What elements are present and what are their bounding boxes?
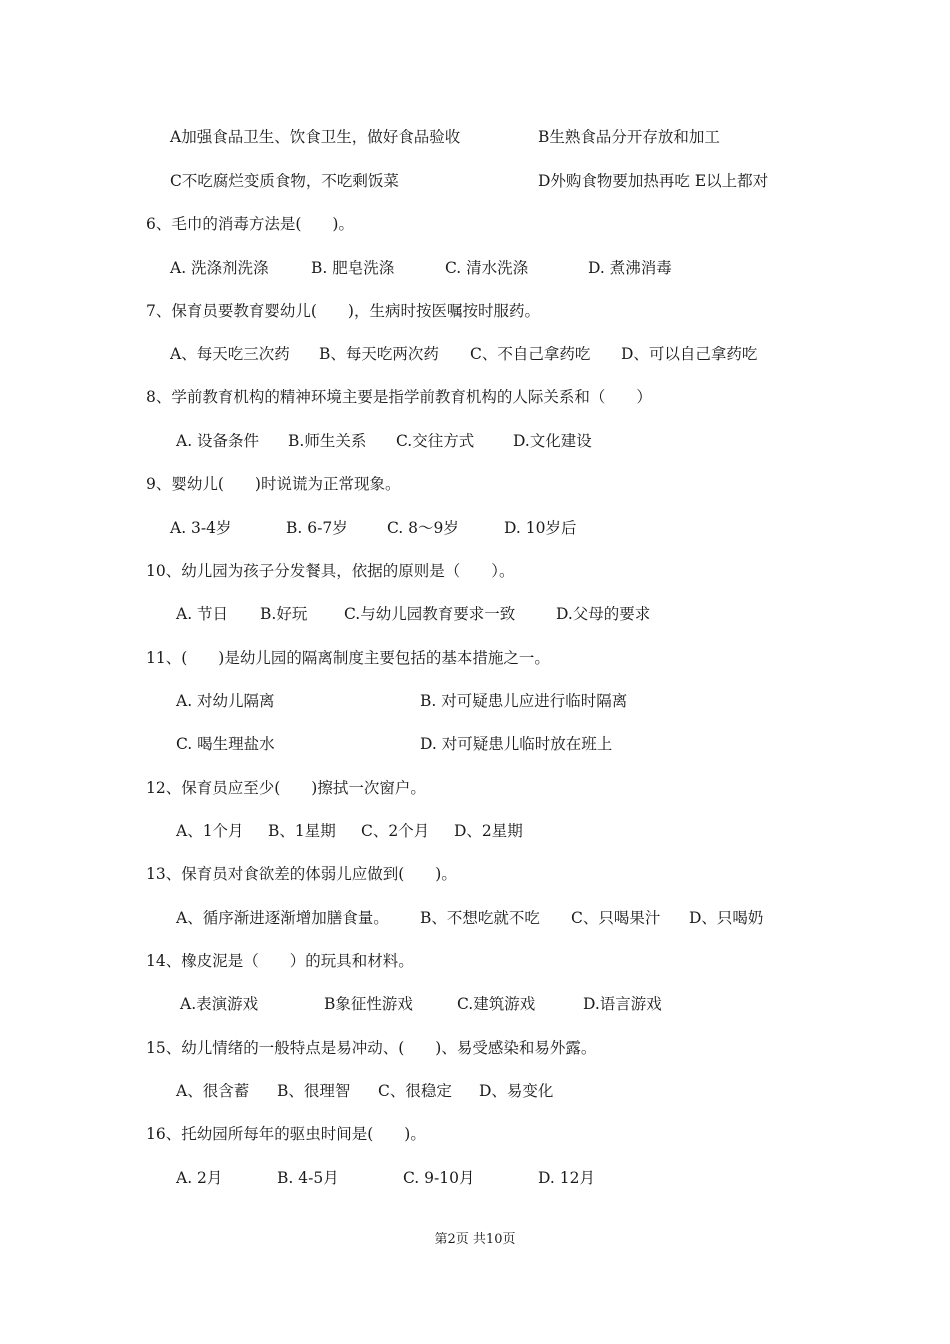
q5-option-de: D外购食物要加热再吃 E以上都对 bbox=[538, 172, 769, 190]
q16-option-a: A. 2月 bbox=[176, 1169, 223, 1187]
q10-option-d: D.父母的要求 bbox=[556, 605, 651, 623]
q14-option-c: C.建筑游戏 bbox=[457, 995, 536, 1013]
q12-stem: 12、保育员应至少( )擦拭一次窗户。 bbox=[146, 779, 426, 797]
q14-option-a: A.表演游戏 bbox=[180, 995, 259, 1013]
q6-option-c: C. 清水洗涤 bbox=[445, 259, 529, 277]
q13-option-b: B、不想吃就不吃 bbox=[420, 909, 540, 927]
q15-option-b: B、很理智 bbox=[277, 1082, 351, 1100]
q16-option-d: D. 12月 bbox=[538, 1169, 595, 1187]
q11-option-b: B. 对可疑患儿应进行临时隔离 bbox=[420, 692, 628, 710]
q11-option-a: A. 对幼儿隔离 bbox=[176, 692, 275, 710]
q9-stem: 9、婴幼儿( )时说谎为正常现象。 bbox=[146, 475, 401, 493]
q5-option-a: A加强食品卫生、饮食卫生，做好食品验收 bbox=[170, 128, 461, 146]
q14-option-d: D.语言游戏 bbox=[583, 995, 662, 1013]
q13-stem: 13、保育员对食欲差的体弱儿应做到( )。 bbox=[146, 865, 457, 883]
q10-stem: 10、幼儿园为孩子分发餐具，依据的原则是（ ）。 bbox=[146, 562, 515, 580]
q7-option-d: D、可以自己拿药吃 bbox=[621, 345, 758, 363]
q11-option-d: D. 对可疑患儿临时放在班上 bbox=[420, 735, 613, 753]
q11-option-c: C. 喝生理盐水 bbox=[176, 735, 275, 753]
q9-option-a: A. 3-4岁 bbox=[170, 519, 232, 537]
q8-option-b: B.师生关系 bbox=[288, 432, 367, 450]
q16-option-c: C. 9-10月 bbox=[403, 1169, 475, 1187]
q12-option-a: A、1个月 bbox=[176, 822, 244, 840]
q15-stem: 15、幼儿情绪的一般特点是易冲动、( )、易受感染和易外露。 bbox=[146, 1039, 597, 1057]
q7-option-b: B、每天吃两次药 bbox=[319, 345, 439, 363]
q8-stem: 8、学前教育机构的精神环境主要是指学前教育机构的人际关系和（ ） bbox=[146, 388, 652, 406]
q14-option-b: B象征性游戏 bbox=[324, 995, 413, 1013]
q11-stem: 11、( )是幼儿园的隔离制度主要包括的基本措施之一。 bbox=[146, 649, 550, 667]
q12-option-c: C、2个月 bbox=[361, 822, 430, 840]
q6-stem: 6、毛巾的消毒方法是( )。 bbox=[146, 215, 354, 233]
q6-option-d: D. 煮沸消毒 bbox=[588, 259, 672, 277]
q10-option-c: C.与幼儿园教育要求一致 bbox=[344, 605, 516, 623]
q12-option-d: D、2星期 bbox=[454, 822, 523, 840]
q15-option-a: A、很含蓄 bbox=[176, 1082, 250, 1100]
q9-option-d: D. 10岁后 bbox=[504, 519, 577, 537]
q12-option-b: B、1星期 bbox=[268, 822, 336, 840]
q7-option-c: C、不自己拿药吃 bbox=[470, 345, 591, 363]
q13-option-c: C、只喝果汁 bbox=[571, 909, 661, 927]
q8-option-a: A. 设备条件 bbox=[176, 432, 260, 450]
q10-option-a: A. 节日 bbox=[176, 605, 229, 623]
q15-option-c: C、很稳定 bbox=[378, 1082, 452, 1100]
q9-option-b: B. 6-7岁 bbox=[286, 519, 348, 537]
q6-option-a: A. 洗涤剂洗涤 bbox=[170, 259, 269, 277]
q10-option-b: B.好玩 bbox=[260, 605, 308, 623]
q13-option-a: A、循序渐进逐渐增加膳食量。 bbox=[176, 909, 389, 927]
q16-option-b: B. 4-5月 bbox=[277, 1169, 339, 1187]
q9-option-c: C. 8～9岁 bbox=[387, 519, 459, 537]
q7-option-a: A、每天吃三次药 bbox=[170, 345, 290, 363]
q16-stem: 16、托幼园所每年的驱虫时间是( )。 bbox=[146, 1125, 426, 1143]
q13-option-d: D、只喝奶 bbox=[689, 909, 764, 927]
q6-option-b: B. 肥皂洗涤 bbox=[311, 259, 395, 277]
q5-option-c: C不吃腐烂变质食物，不吃剩饭菜 bbox=[170, 172, 399, 190]
q7-stem: 7、保育员要教育婴幼儿( )，生病时按医嘱按时服药。 bbox=[146, 302, 540, 320]
q15-option-d: D、易变化 bbox=[479, 1082, 554, 1100]
page-number-footer: 第2页 共10页 bbox=[434, 1232, 516, 1247]
q8-option-d: D.文化建设 bbox=[513, 432, 592, 450]
q8-option-c: C.交往方式 bbox=[396, 432, 475, 450]
q14-stem: 14、橡皮泥是（ ）的玩具和材料。 bbox=[146, 952, 414, 970]
q5-option-b: B生熟食品分开存放和加工 bbox=[538, 128, 720, 146]
